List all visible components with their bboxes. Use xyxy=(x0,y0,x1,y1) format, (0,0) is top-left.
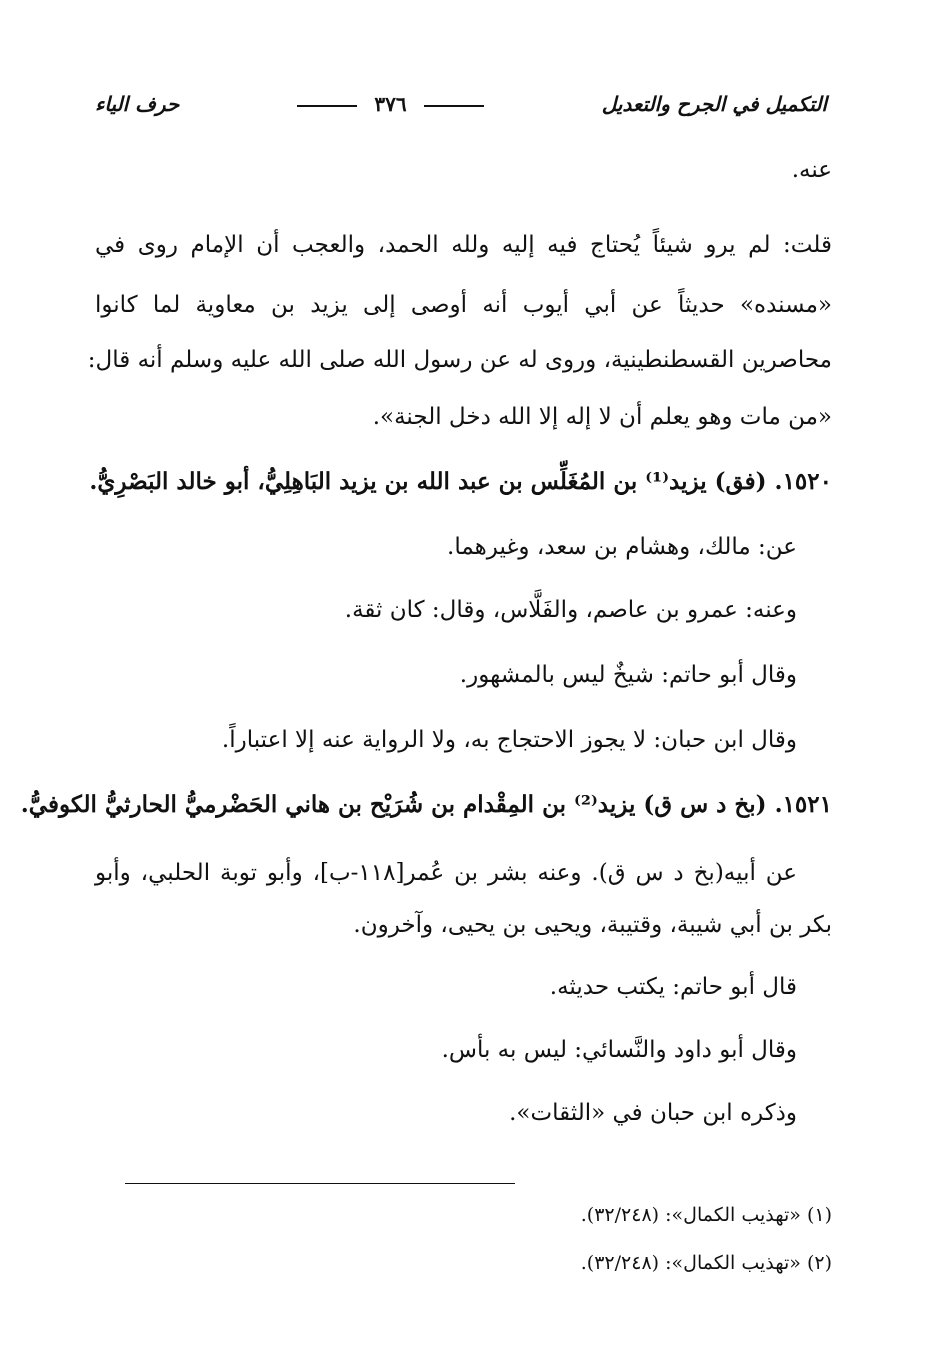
entry-heading-1520: ١٥٢٠. (فق) يزيد⁽¹⁾ بن المُغَلِّس بن عبد الله بن يزيد البَاهِلِيُّ، أبو خالد البَصْرِيُّ. xyxy=(89,468,832,495)
header-dash-right xyxy=(424,105,484,107)
header-center xyxy=(287,92,493,116)
text-line: وعنه: عمرو بن عاصم، والفَلَّاس، وقال: كان ثقة. xyxy=(344,597,797,623)
text-line: عن: مالك، وهشام بن سعد، وغيرهما. xyxy=(447,534,797,560)
text-line: محاصرين القسطنطينية، وروى له عن رسول الله صلى الله عليه وسلم أنه قال: xyxy=(87,347,832,373)
text-line: عن أبيه(بخ د س ق). وعنه بشر بن عُمر[١١٨-ب]، وأبو توبة الحلبي، وأبو xyxy=(95,860,797,886)
text-line: بكر بن أبي شيبة، وقتيبة، ويحيى بن يحيى، وآخرون. xyxy=(353,912,832,938)
page-number: ٣٧٦ xyxy=(374,92,407,116)
book-title: التكميل في الجرح والتعديل xyxy=(601,92,827,116)
footnote-1: (١) «تهذيب الكمال»: (٣٢/٢٤٨). xyxy=(580,1204,832,1226)
text-line: قلت: لم يرو شيئاً يُحتاج فيه إليه ولله الحمد، والعجب أن الإمام روى في xyxy=(95,232,832,258)
footnote-2: (٢) «تهذيب الكمال»: (٣٢/٢٤٨). xyxy=(580,1252,832,1274)
text-line: وقال أبو حاتم: شيخٌ ليس بالمشهور. xyxy=(459,662,797,688)
text-line: عنه. xyxy=(791,157,832,183)
text-line: «من مات وهو يعلم أن لا إله إلا الله دخل الجنة». xyxy=(372,404,832,430)
text-line: وذكره ابن حبان في «الثقات». xyxy=(509,1100,797,1126)
text-line: وقال ابن حبان: لا يجوز الاحتجاج به، ولا الرواية عنه إلا اعتباراً. xyxy=(221,727,797,753)
text-line: قال أبو حاتم: يكتب حديثه. xyxy=(549,974,797,1000)
entry-heading-1521: ١٥٢١. (بخ د س ق) يزيد⁽²⁾ بن المِقْدام بن شُرَيْح بن هاني الحَضْرميُّ الحارثيُّ الكوفيُّ. xyxy=(20,791,832,818)
text-line: «مسنده» حديثاً عن أبي أيوب أنه أوصى إلى يزيد بن معاوية لما كانوا xyxy=(95,292,832,318)
footnote-separator xyxy=(125,1183,515,1184)
text-line: وقال أبو داود والنَّسائي: ليس به بأس. xyxy=(441,1037,797,1063)
running-header xyxy=(95,84,827,124)
header-dash-left xyxy=(297,105,357,107)
section-title: حرف الياء xyxy=(95,92,180,116)
